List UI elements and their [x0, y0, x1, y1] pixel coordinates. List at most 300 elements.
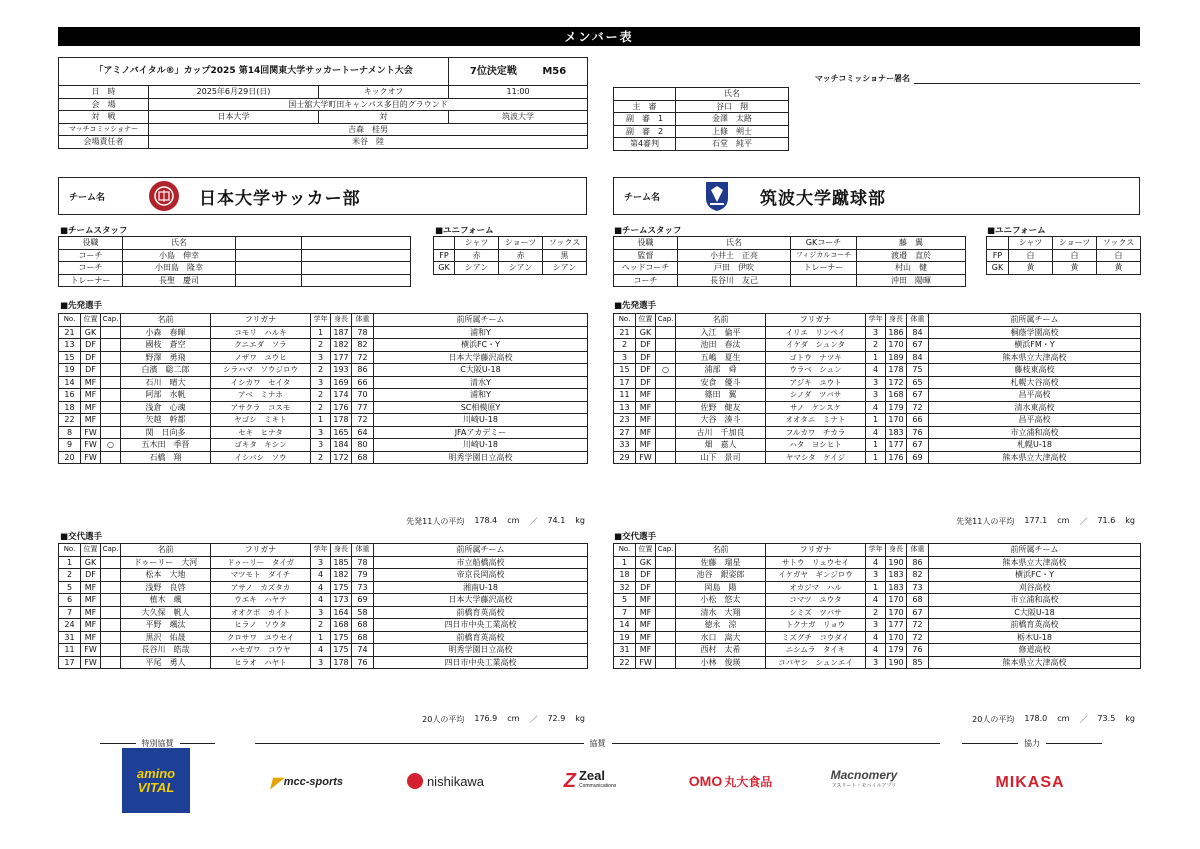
player-height: 178: [331, 656, 352, 669]
sponsor-label: 協賛: [589, 739, 606, 748]
uniform-header: ショーツ: [1053, 237, 1097, 250]
player-cap: [656, 556, 676, 569]
unit-cm: cm: [507, 714, 520, 723]
player-name: 野澤 勇飛: [121, 351, 211, 364]
player-year: 1: [866, 439, 886, 452]
player-name: 池谷 銀姿郎: [676, 569, 766, 582]
player-pos: MF: [636, 426, 656, 439]
uniform-header: ソックス: [543, 237, 587, 250]
player-weight: 82: [907, 569, 929, 582]
player-year: 1: [311, 631, 331, 644]
player-year: 1: [866, 451, 886, 464]
player-kana: イケダ シュンタ: [766, 339, 866, 352]
player-name: 五木田 季晋: [121, 439, 211, 452]
player-kana: ドゥーリー タイガ: [211, 556, 311, 569]
player-weight: 75: [907, 364, 929, 377]
player-pos: DF: [636, 569, 656, 582]
player-weight: 70: [352, 389, 374, 402]
player-name: 矢越 幹都: [121, 414, 211, 427]
player-height: 187: [331, 326, 352, 339]
player-pos: FW: [81, 451, 101, 464]
player-height: 183: [886, 569, 907, 582]
player-cap: [656, 606, 676, 619]
player-weight: 68: [352, 619, 374, 632]
officials-table: [613, 87, 789, 151]
player-row: [59, 631, 588, 644]
player-row: [59, 376, 588, 389]
team-label: チーム名: [624, 192, 661, 203]
player-year: 3: [311, 376, 331, 389]
player-row: [614, 644, 1141, 657]
player-height: 190: [886, 556, 907, 569]
staff-name: 長谷川 友己: [678, 274, 791, 287]
player-pos: FW: [81, 426, 101, 439]
header-weight: 体重: [907, 544, 929, 557]
vs-text: 対: [319, 111, 449, 124]
away-subs-table: [613, 543, 1141, 669]
player-row: [59, 364, 588, 377]
player-name: 入江 倫平: [676, 326, 766, 339]
player-pos: DF: [636, 581, 656, 594]
avg-height: 177.1: [1024, 516, 1048, 525]
uniform-type: GK: [987, 262, 1009, 275]
player-name: 山下 景司: [676, 451, 766, 464]
unit-kg: kg: [575, 714, 585, 723]
marudai-logo: [678, 770, 783, 792]
player-kana: アサノ カズタカ: [211, 581, 311, 594]
staff-role: [236, 262, 302, 275]
player-year: 1: [866, 351, 886, 364]
player-year: 2: [311, 364, 331, 377]
player-pos: DF: [81, 569, 101, 582]
player-name: 関 日向多: [121, 426, 211, 439]
player-year: 3: [866, 619, 886, 632]
player-cap: [656, 581, 676, 594]
staff-role: コーチ: [59, 249, 123, 262]
player-weight: 74: [352, 644, 374, 657]
player-height: 189: [886, 351, 907, 364]
player-row: [614, 439, 1141, 452]
player-cap: [656, 426, 676, 439]
player-no: 32: [614, 581, 636, 594]
header-height: 身長: [886, 314, 907, 327]
player-prev: 横浜FC・Y: [374, 339, 588, 352]
nishikawa-text: nishikawa: [426, 773, 485, 789]
player-kana: アサクラ コスモ: [211, 401, 311, 414]
player-name: 西村 太希: [676, 644, 766, 657]
unit-cm: cm: [1057, 516, 1070, 525]
player-height: 176: [331, 401, 352, 414]
player-weight: 76: [907, 426, 929, 439]
player-kana: クニエダ ソラ: [211, 339, 311, 352]
header-prev: 前所属チーム: [929, 314, 1141, 327]
staff-name: 渡邉 直於: [857, 249, 966, 262]
player-no: 19: [59, 364, 81, 377]
player-prev: 明秀学園日立高校: [374, 451, 588, 464]
uniform-header: シャツ: [455, 237, 499, 250]
player-pos: GK: [636, 326, 656, 339]
player-year: 4: [866, 631, 886, 644]
player-name: 平尾 勇人: [121, 656, 211, 669]
player-pos: MF: [636, 414, 656, 427]
player-kana: コモリ ハルキ: [211, 326, 311, 339]
header-year: 学年: [866, 544, 886, 557]
player-no: 15: [59, 351, 81, 364]
official-role: 副 審 2: [614, 125, 676, 138]
player-height: 168: [886, 389, 907, 402]
player-row: [59, 644, 588, 657]
player-prev: 刈谷高校: [929, 581, 1141, 594]
away-starters-table: [613, 313, 1141, 464]
player-height: 172: [331, 451, 352, 464]
match-info-table: [58, 57, 588, 149]
staff-role: トレーナー: [59, 274, 123, 287]
player-name: 白濱 聡二郎: [121, 364, 211, 377]
official-name: 石堂 純平: [676, 138, 789, 151]
player-prev: 清水Y: [374, 376, 588, 389]
player-cap: ○: [656, 364, 676, 377]
player-kana: トクナガ リョウ: [766, 619, 866, 632]
player-pos: MF: [636, 594, 656, 607]
away-team-name: 筑波大学蹴球部: [760, 188, 886, 209]
player-cap: [656, 594, 676, 607]
player-kana: オオクボ カイト: [211, 606, 311, 619]
player-name: 五嶋 夏生: [676, 351, 766, 364]
venue-value: 国士舘大学町田キャンパス多目的グラウンド: [149, 98, 588, 111]
player-no: 1: [614, 556, 636, 569]
player-kana: セキ ヒナタ: [211, 426, 311, 439]
player-cap: [656, 351, 676, 364]
player-kana: シノダ ツバサ: [766, 389, 866, 402]
player-weight: 72: [907, 619, 929, 632]
player-year: 1: [866, 581, 886, 594]
player-prev: 日本大学藤沢高校: [374, 351, 588, 364]
player-no: 7: [59, 606, 81, 619]
sponsor-header: [255, 738, 940, 749]
player-name: 岡島 陽: [676, 581, 766, 594]
player-row: [59, 556, 588, 569]
player-year: 1: [311, 326, 331, 339]
player-prev: 熊本県立大津高校: [929, 351, 1141, 364]
player-pos: MF: [636, 619, 656, 632]
player-no: 3: [614, 351, 636, 364]
unit-slash: ／: [529, 715, 538, 724]
staff-role: ヘッドコーチ: [614, 262, 678, 275]
player-kana: フルカワ チカラ: [766, 426, 866, 439]
player-no: 2: [59, 569, 81, 582]
player-year: 2: [866, 339, 886, 352]
player-prev: 湘南U-18: [374, 581, 588, 594]
player-year: 3: [311, 656, 331, 669]
staff-role: GKコーチ: [791, 237, 857, 250]
player-name: 長谷川 皓哉: [121, 644, 211, 657]
player-name: 石川 晴大: [121, 376, 211, 389]
player-prev: 熊本県立大津高校: [929, 451, 1141, 464]
player-pos: GK: [81, 326, 101, 339]
player-no: 31: [59, 631, 81, 644]
player-no: 27: [614, 426, 636, 439]
away-subs-avg: [880, 714, 1135, 725]
player-kana: オオタニ ミナト: [766, 414, 866, 427]
player-cap: [101, 619, 121, 632]
player-no: 18: [614, 569, 636, 582]
header-year: 学年: [311, 544, 331, 557]
player-name: 浅倉 心魂: [121, 401, 211, 414]
player-pos: MF: [636, 644, 656, 657]
player-row: [614, 631, 1141, 644]
macnomery-text: Macnomery: [830, 767, 898, 782]
player-height: 175: [331, 631, 352, 644]
player-kana: シラハマ ソウジロウ: [211, 364, 311, 377]
away-staff-label: ■チームスタッフ: [614, 226, 682, 236]
player-weight: 76: [907, 644, 929, 657]
player-cap: [101, 389, 121, 402]
player-name: 大谷 湊斗: [676, 414, 766, 427]
player-name: 國枝 蒼空: [121, 339, 211, 352]
player-prev: 市立浦和高校: [929, 594, 1141, 607]
player-year: 2: [866, 606, 886, 619]
player-prev: 浦和Y: [374, 389, 588, 402]
away-subs-label: ■交代選手: [614, 532, 657, 542]
player-height: 190: [886, 656, 907, 669]
player-cap: [101, 581, 121, 594]
player-kana: ミズグチ コウダイ: [766, 631, 866, 644]
player-no: 17: [614, 376, 636, 389]
player-cap: [101, 631, 121, 644]
player-row: [614, 594, 1141, 607]
player-pos: DF: [636, 339, 656, 352]
player-year: 3: [866, 569, 886, 582]
player-year: 4: [311, 581, 331, 594]
staff-name: [302, 262, 411, 275]
player-cap: [656, 401, 676, 414]
player-kana: サトウ リュウセイ: [766, 556, 866, 569]
player-weight: 73: [907, 581, 929, 594]
home-staff-table: [58, 236, 411, 287]
player-weight: 67: [907, 389, 929, 402]
player-row: [59, 594, 588, 607]
staff-role: コーチ: [614, 274, 678, 287]
staff-name: [302, 274, 411, 287]
player-height: 182: [331, 339, 352, 352]
player-pos: DF: [636, 376, 656, 389]
match-number: M56: [542, 66, 567, 77]
player-row: [59, 426, 588, 439]
player-name: 古川 千加良: [676, 426, 766, 439]
player-kana: コバヤシ シュンエイ: [766, 656, 866, 669]
player-height: 174: [331, 389, 352, 402]
manager-label: 会場責任者: [59, 136, 149, 149]
player-year: 4: [866, 556, 886, 569]
player-kana: オカジマ ハル: [766, 581, 866, 594]
page-title: メンバー表: [58, 27, 1140, 46]
player-no: 20: [59, 451, 81, 464]
commissioner-name: 吉森 桂男: [149, 123, 588, 136]
staff-header-name: 氏名: [678, 237, 791, 250]
unit-slash: ／: [1079, 715, 1088, 724]
player-name: 石橋 翔: [121, 451, 211, 464]
avg-label: 先発11人の平均: [406, 517, 465, 526]
macnomery-logo: [818, 760, 910, 796]
player-pos: MF: [636, 439, 656, 452]
home-starters-avg: [330, 516, 585, 527]
player-pos: FW: [81, 439, 101, 452]
player-kana: ノザワ ユウヒ: [211, 351, 311, 364]
player-height: 165: [331, 426, 352, 439]
uniform-shirt: 黄: [1009, 262, 1053, 275]
player-year: 3: [311, 351, 331, 364]
player-cap: [656, 631, 676, 644]
player-row: [59, 389, 588, 402]
player-no: 11: [614, 389, 636, 402]
cooperation-label: 協力: [1024, 739, 1040, 748]
player-height: 170: [886, 631, 907, 644]
home-starters-table: [58, 313, 588, 464]
player-no: 6: [59, 594, 81, 607]
player-cap: [101, 594, 121, 607]
uniform-header: ショーツ: [499, 237, 543, 250]
player-prev: 昌平高校: [929, 414, 1141, 427]
player-no: 14: [59, 376, 81, 389]
player-weight: 77: [352, 401, 374, 414]
player-weight: 69: [352, 594, 374, 607]
player-name: 小松 悠太: [676, 594, 766, 607]
player-name: 畑 嘉人: [676, 439, 766, 452]
player-cap: [101, 326, 121, 339]
player-kana: イケガヤ ギンジロウ: [766, 569, 866, 582]
player-height: 182: [331, 569, 352, 582]
player-kana: ゴキタ キシン: [211, 439, 311, 452]
player-weight: 69: [907, 451, 929, 464]
player-weight: 72: [352, 414, 374, 427]
player-row: [614, 581, 1141, 594]
player-cap: [656, 439, 676, 452]
player-kana: ニシムラ タイキ: [766, 644, 866, 657]
uniform-shorts: シアン: [499, 262, 543, 275]
player-no: 13: [614, 401, 636, 414]
player-cap: [101, 644, 121, 657]
kickoff-value: 11:00: [449, 86, 588, 99]
header-name: 名前: [121, 544, 211, 557]
player-height: 175: [331, 644, 352, 657]
header-name: 名前: [676, 544, 766, 557]
player-cap: [101, 351, 121, 364]
player-name: 安食 優斗: [676, 376, 766, 389]
player-weight: 79: [352, 569, 374, 582]
header-pos: 位置: [81, 544, 101, 557]
player-prev: 横浜FM・Y: [929, 339, 1141, 352]
zeal-text: Zeal: [578, 768, 605, 783]
player-cap: [656, 451, 676, 464]
uniform-type: FP: [434, 249, 455, 262]
player-pos: MF: [81, 631, 101, 644]
player-no: 13: [59, 339, 81, 352]
header-weight: 体重: [352, 314, 374, 327]
player-prev: JFAアカデミー: [374, 426, 588, 439]
player-year: 4: [866, 594, 886, 607]
player-pos: MF: [81, 401, 101, 414]
header-prev: 前所属チーム: [374, 544, 588, 557]
player-weight: 65: [907, 376, 929, 389]
player-weight: 85: [907, 656, 929, 669]
player-kana: シミズ ツバサ: [766, 606, 866, 619]
player-pos: FW: [81, 644, 101, 657]
player-height: 170: [886, 414, 907, 427]
nishikawa-logo: [398, 770, 493, 792]
player-kana: ヒラオ ハヤト: [211, 656, 311, 669]
avg-height: 178.4: [474, 516, 498, 525]
player-pos: MF: [636, 401, 656, 414]
official-name: 谷口 翔: [676, 100, 789, 113]
kickoff-label: キックオフ: [319, 86, 449, 99]
player-year: 2: [311, 339, 331, 352]
player-weight: 66: [907, 414, 929, 427]
player-kana: アベ ミナホ: [211, 389, 311, 402]
uniform-header: シャツ: [1009, 237, 1053, 250]
macnomery-subtext: アスリート・モバイルアプリ: [831, 782, 897, 789]
player-name: ドゥーリー 大河: [121, 556, 211, 569]
player-year: 4: [866, 644, 886, 657]
player-prev: 昌平高校: [929, 389, 1141, 402]
zeal-logo: [545, 766, 635, 796]
player-cap: [656, 326, 676, 339]
player-weight: 64: [352, 426, 374, 439]
uniform-shirt: 白: [1009, 249, 1053, 262]
player-pos: MF: [81, 376, 101, 389]
player-prev: SC相模原Y: [374, 401, 588, 414]
player-year: 3: [866, 326, 886, 339]
staff-role: コーチ: [59, 262, 123, 275]
home-subs-label: ■交代選手: [60, 532, 103, 542]
header-pos: 位置: [81, 314, 101, 327]
player-row: [614, 414, 1141, 427]
avg-label: 20人の平均: [422, 715, 465, 724]
player-pos: DF: [81, 364, 101, 377]
player-no: 2: [614, 339, 636, 352]
player-name: 清水 大翔: [676, 606, 766, 619]
player-year: 4: [311, 644, 331, 657]
player-prev: 四日市中央工業高校: [374, 619, 588, 632]
home-subs-avg: [330, 714, 585, 725]
zeal-mark-icon: Z: [563, 769, 576, 792]
uniform-socks: 黒: [543, 249, 587, 262]
player-cap: ○: [101, 439, 121, 452]
player-name: 浦部 舜: [676, 364, 766, 377]
player-weight: 84: [907, 326, 929, 339]
header-no: No.: [614, 544, 636, 557]
player-name: 徳永 涼: [676, 619, 766, 632]
home-staff-label: ■チームスタッフ: [60, 226, 128, 236]
home-uniform-label: ■ユニフォーム: [435, 226, 494, 236]
player-kana: ウエキ ハヤテ: [211, 594, 311, 607]
away-uniform-label: ■ユニフォーム: [987, 226, 1046, 236]
home-starters-label: ■先発選手: [60, 301, 103, 311]
player-year: 1: [311, 414, 331, 427]
player-height: 186: [886, 326, 907, 339]
unit-kg: kg: [1125, 714, 1135, 723]
player-height: 164: [331, 606, 352, 619]
avg-weight: 72.9: [547, 714, 566, 723]
player-prev: 帝京長岡高校: [374, 569, 588, 582]
uniform-socks: シアン: [543, 262, 587, 275]
header-year: 学年: [866, 314, 886, 327]
signature-label: マッチコミッショナー署名: [815, 74, 911, 83]
player-height: 177: [886, 439, 907, 452]
player-row: [59, 569, 588, 582]
away-name: 筑波大学: [449, 111, 588, 124]
player-year: 3: [311, 556, 331, 569]
unit-slash: ／: [529, 517, 538, 526]
